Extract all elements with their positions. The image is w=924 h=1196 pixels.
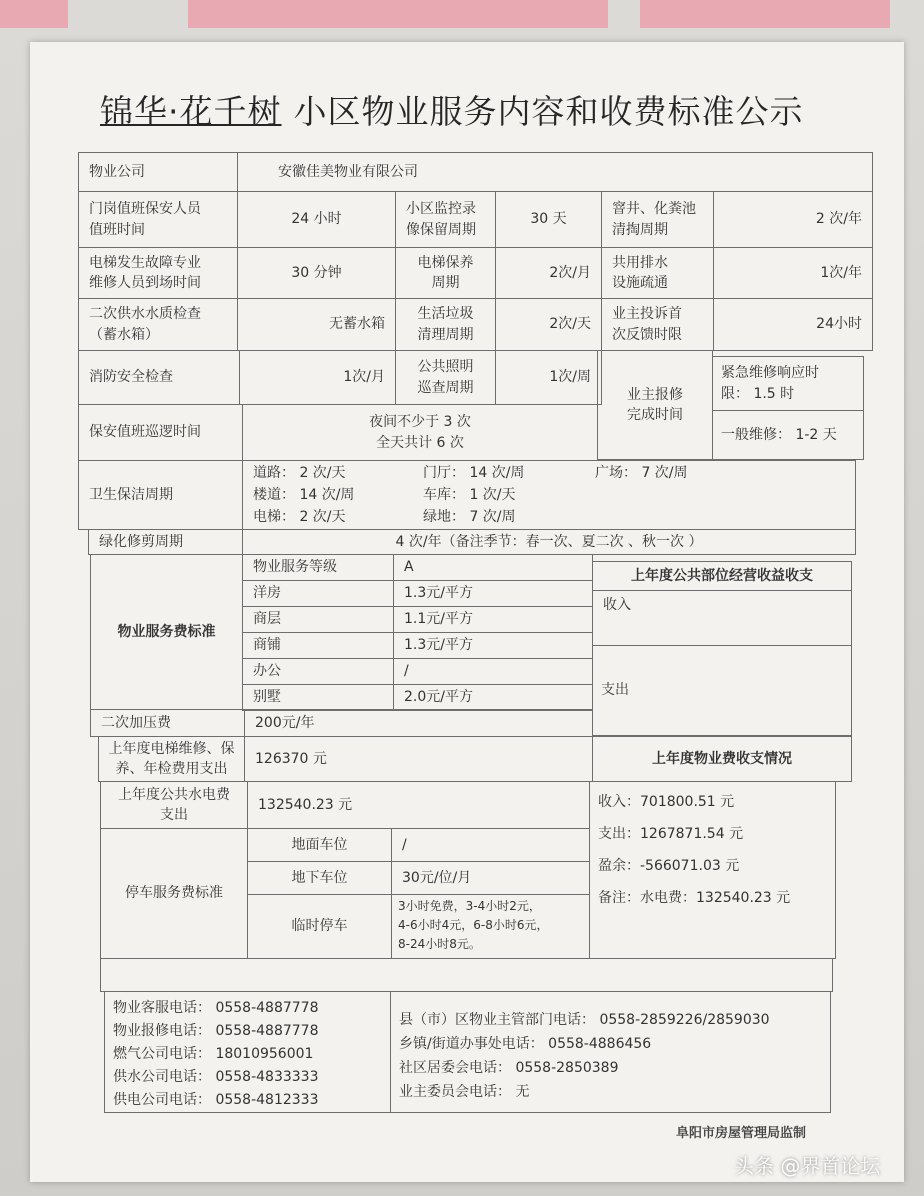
elevator-maintenance-value: 2次/月 (495, 247, 602, 299)
fee-row-label: 商铺 (242, 632, 394, 659)
cleaning-item: 广场： 7 次/周 (595, 465, 688, 481)
pressurize-label: 二次加压费 (90, 709, 245, 737)
parking-row-value: / (391, 828, 590, 862)
contact-line: 供电公司电话： 0558-4812333 (113, 1092, 319, 1108)
general-repair-value: 一般维修： 1-2 天 (712, 410, 864, 460)
patrol-value: 夜间不少于 3 次 全天共计 6 次 (242, 404, 598, 461)
fee-row-label: 洋房 (242, 580, 394, 607)
parking-row-value: 3小时免费，3-4小时2元， 4-6小时4元，6-8小时6元， 8-24小时8元。 (391, 894, 590, 959)
fee-row-value: 1.3元/平方 (393, 632, 593, 659)
garbage-value: 2次/天 (495, 298, 602, 351)
elevator-cost-value: 126370 元 (244, 736, 593, 782)
company-label: 物业公司 (78, 152, 238, 192)
public-income-title: 上年度公共部位经营收益收支 (592, 561, 852, 591)
utility-cost-value: 132540.23 元 (247, 781, 590, 829)
company-value: 安徽佳美物业有限公司 (237, 152, 873, 192)
urgent-repair-value: 紧急维修响应时 限： 1.5 时 (712, 356, 864, 411)
issuer-footer: 阜阳市房屋管理局监制 (676, 1126, 807, 1141)
fire-check-label: 消防安全检查 (78, 350, 240, 405)
contact-line: 物业客服电话： 0558-4887778 (113, 1000, 319, 1016)
contacts-left (104, 991, 391, 1113)
parking-row-value: 30元/位/月 (391, 861, 590, 895)
elevator-repair-value: 30 分钟 (237, 247, 396, 299)
fee-summary-income: 收入：701800.51 元 (598, 794, 735, 810)
source-watermark: 头条 @界首论坛 (734, 1154, 881, 1178)
cleaning-item: 绿地： 7 次/周 (423, 509, 516, 525)
fee-summary-balance: 盈余：-566071.03 元 (598, 858, 740, 874)
contact-line: 燃气公司电话： 18010956001 (113, 1046, 314, 1062)
guard-duty-value: 24 小时 (237, 191, 396, 248)
cleaning-item: 道路： 2 次/天 (253, 465, 346, 481)
fee-summary-title: 上年度物业费收支情况 (592, 736, 852, 782)
fee-summary-expense: 支出：1267871.54 元 (598, 826, 744, 842)
contact-line: 县（市）区物业主管部门电话： 0558-2859226/2859030 (399, 1012, 770, 1028)
cleaning-values (242, 460, 856, 530)
fire-check-value: 1次/月 (239, 350, 396, 405)
public-income-income: 收入 (592, 590, 852, 646)
cctv-retention-label: 小区监控录 像保留周期 (395, 191, 496, 248)
contact-line: 社区居委会电话： 0558-2850389 (399, 1060, 619, 1076)
fee-row-value: / (393, 658, 593, 685)
lighting-check-label: 公共照明 巡查周期 (395, 350, 496, 405)
contact-line: 供水公司电话： 0558-4833333 (113, 1069, 319, 1085)
fee-row-value: 2.0元/平方 (393, 684, 593, 711)
fee-row-label: 办公 (242, 658, 394, 685)
septic-cleaning-label: 窨井、化粪池 清掏周期 (601, 191, 714, 248)
title-rest: 小区物业服务内容和收费标准公示 (293, 92, 804, 131)
fee-row-label: 商层 (242, 606, 394, 633)
water-quality-value: 无蓄水箱 (237, 298, 396, 351)
contact-line: 物业报修电话： 0558-4887778 (113, 1023, 319, 1039)
cleaning-item: 电梯： 2 次/天 (253, 509, 346, 525)
elevator-repair-label: 电梯发生故障专业 维修人员到场时间 (78, 247, 238, 299)
septic-cleaning-value: 2 次/年 (713, 191, 873, 248)
fee-summary-body (589, 781, 836, 959)
garbage-label: 生活垃圾 清理周期 (395, 298, 496, 351)
water-quality-label: 二次供水水质检查 （蓄水箱） (78, 298, 238, 351)
complaint-feedback-value: 24小时 (713, 298, 873, 351)
pink-paper-edge (188, 0, 608, 28)
complaint-feedback-label: 业主投诉首 次反馈时限 (601, 298, 714, 351)
fee-row-value: 1.1元/平方 (393, 606, 593, 633)
page-title (100, 86, 804, 133)
pink-paper-edge (640, 0, 890, 28)
parking-row-label: 地下车位 (247, 861, 392, 895)
lighting-check-value: 1次/周 (495, 350, 602, 405)
cleaning-item: 门厅： 14 次/周 (423, 465, 525, 481)
utility-cost-label: 上年度公共水电费 支出 (100, 781, 248, 829)
fee-grade-value: A (393, 554, 593, 581)
contact-line: 乡镇/街道办事处电话： 0558-4886456 (399, 1036, 652, 1052)
fee-standard-label: 物业服务费标准 (90, 554, 243, 710)
fee-row-label: 别墅 (242, 684, 394, 711)
cleaning-item: 车库： 1 次/天 (423, 487, 516, 503)
cleaning-label: 卫生保洁周期 (78, 460, 243, 530)
cleaning-item: 楼道： 14 次/周 (253, 487, 355, 503)
cctv-retention-value: 30 天 (495, 191, 602, 248)
fee-row-value: 1.3元/平方 (393, 580, 593, 607)
drainage-value: 1次/年 (713, 247, 873, 299)
fee-summary-note: 备注：水电费：132540.23 元 (598, 890, 791, 906)
drainage-label: 共用排水 设施疏通 (601, 247, 714, 299)
repair-completion-label: 业主报修 完成时间 (597, 350, 713, 460)
guard-duty-label: 门岗值班保安人员 值班时间 (78, 191, 238, 248)
pink-paper-edge (0, 0, 68, 28)
greening-value: 4 次/年（备注季节：春一次、夏二次 、秋一次 ） (242, 529, 856, 555)
patrol-label: 保安值班巡逻时间 (78, 404, 243, 461)
parking-row-label: 地面车位 (247, 828, 392, 862)
blank-row (100, 958, 833, 992)
pressurize-value: 200元/年 (244, 709, 593, 737)
parking-label: 停车服务费标准 (100, 828, 248, 959)
greening-label: 绿化修剪周期 (88, 529, 243, 555)
community-name: 锦华·花千树 (100, 92, 282, 131)
parking-row-label: 临时停车 (247, 894, 392, 959)
elevator-maintenance-label: 电梯保养 周期 (395, 247, 496, 299)
contacts-right (390, 991, 831, 1113)
elevator-cost-label: 上年度电梯维修、保 养、年检费用支出 (98, 736, 245, 782)
public-income-expense: 支出 (592, 645, 852, 736)
contact-line: 业主委员会电话： 无 (399, 1084, 530, 1100)
fee-grade-label: 物业服务等级 (242, 554, 394, 581)
